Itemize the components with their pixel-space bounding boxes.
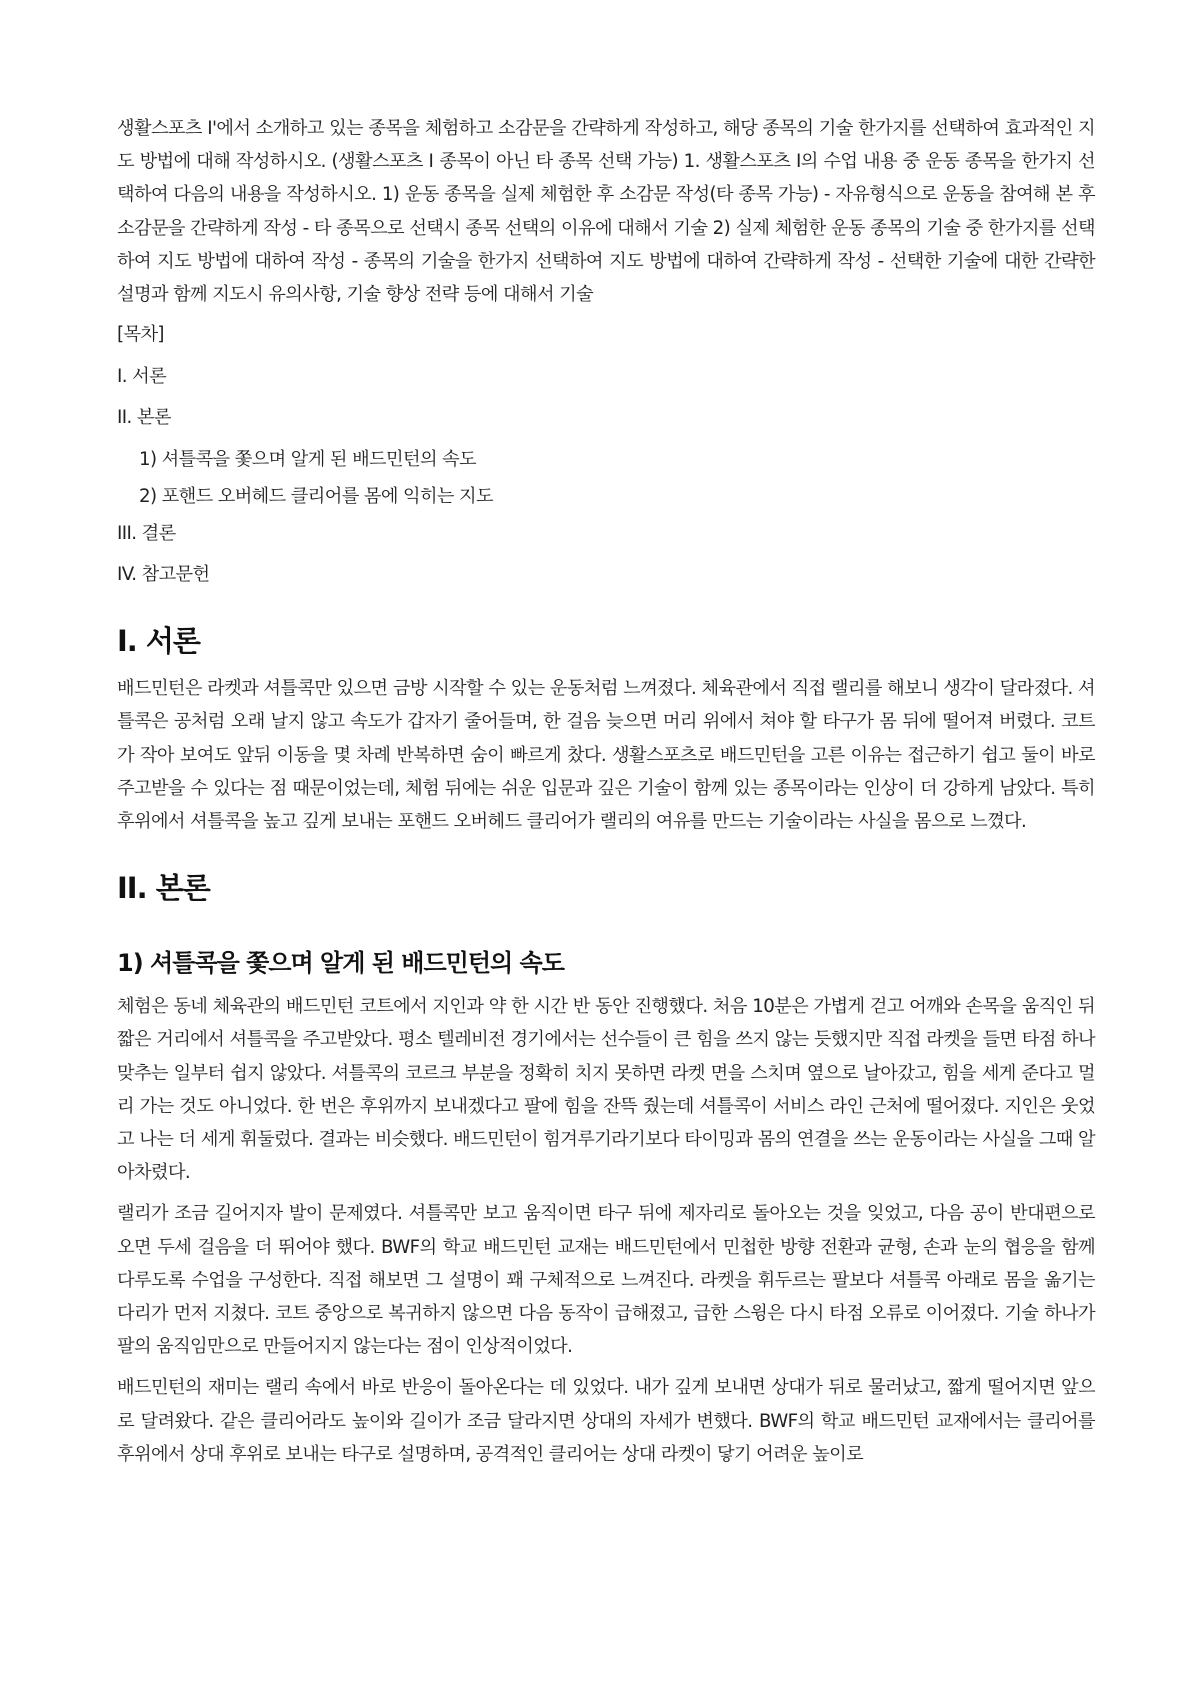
toc-item-body: II. 본론 [117,407,171,429]
body-paragraph-3: 배드민턴의 재미는 랠리 속에서 바로 반응이 돌아온다는 데 있었다. 내가 깊게 보내면 상대가 뒤로 물러났고, 짧게 떨어지면 앞으로 달려왔다. 같은 클리어라도 높이와 길이가 조금 달라지면 상대의 자세가 변했다. BWF의 학교 배드민턴 교재에서는 클리어를 후위에서 상대 후위로 보내는 타구로 설명하며, 공격적인 클리어는 상대 라켓이 닿기 어려운 높이로 [117,1377,1095,1465]
body-heading: II. 본론 [117,871,210,906]
toc-item-body-sub2: 2) 포핸드 오버헤드 클리어를 몸에 익히는 지도 [139,485,493,507]
subsection-heading: 1) 셔틀콕을 쫓으며 알게 된 배드민턴의 속도 [117,949,564,978]
document-page [117,112,1095,1471]
assignment-prompt: 생활스포츠 I'에서 소개하고 있는 종목을 체험하고 소감문을 간략하게 작성하고, 해당 종목의 기술 한가지를 선택하여 효과적인 지도 방법에 대해 작성하시오. (생활스포츠 Ⅰ 종목이 아닌 타 종목 선택 가능) 1. 생활스포츠 I의 수업 내용 중 운동 종목을 한가지 선택하여 다음의 내용을 작성하시오. 1) 운동 종목을 실제 체험한 후 소감문 작성(타 종목 가능) - 자유형식으로 운동을 참여해 본 후 소감문을 간략하게 작성 - 타 종목으로 선택시 종목 선택의 이유에 대해서 기술 2) 실제 체험한 운동 종목의 기술 중 한가지를 선택하여 지도 방법에 대하여 작성 - 종목의 기술을 한가지 선택하여 지도 방법에 대하여 간략하게 작성 - 선택한 기술에 대한 간략한 설명과 함께 지도시 유의사항, 기술 향상 전략 등에 대해서 기술 [117,118,1095,306]
introduction-heading: I. 서론 [117,624,200,659]
table-of-contents [117,318,1095,591]
toc-item-introduction: I. 서론 [117,365,167,387]
toc-title: [목차] [117,324,164,346]
toc-item-references: IV. 참고문헌 [117,564,210,586]
body-paragraph-1: 체험은 동네 체육관의 배드민턴 코트에서 지인과 약 한 시간 반 동안 진행했다. 처음 10분은 가볍게 걷고 어깨와 손목을 움직인 뒤 짧은 거리에서 셔틀콕을 주고받았다. 평소 텔레비전 경기에서는 선수들이 큰 힘을 쓰지 않는 듯했지만 직접 라켓을 들면 타점 하나 맞추는 일부터 쉽지 않았다. 셔틀콕의 코르크 부분을 정확히 치지 못하면 라켓 면을 스치며 옆으로 날아갔고, 힘을 세게 준다고 멀리 가는 것도 아니었다. 한 번은 후위까지 보내겠다고 팔에 힘을 잔뜩 줬는데 셔틀콕이 서비스 라인 근처에 떨어졌다. 지인은 웃었고 나는 더 세게 휘둘렀다. 결과는 비슷했다. 배드민턴이 힘겨루기라기보다 타이밍과 몸의 연결을 쓰는 운동이라는 사실을 그때 알아차렸다. [117,996,1095,1184]
toc-item-body-sub1: 1) 셔틀콕을 쫓으며 알게 된 배드민턴의 속도 [139,448,477,470]
body-paragraph-2: 랠리가 조금 길어지자 발이 문제였다. 셔틀콕만 보고 움직이면 타구 뒤에 제자리로 돌아오는 것을 잊었고, 다음 공이 반대편으로 오면 두세 걸음을 더 뛰어야 했다. BWF의 학교 배드민턴 교재는 배드민턴에서 민첩한 방향 전환과 균형, 손과 눈의 협응을 함께 다루도록 수업을 구성한다. 직접 해보면 그 설명이 꽤 구체적으로 느껴진다. 라켓을 휘두르는 팔보다 셔틀콕 아래로 몸을 옮기는 다리가 먼저 지쳤다. 코트 중앙으로 복귀하지 않으면 다음 동작이 급해졌고, 급한 스윙은 다시 타점 오류로 이어졌다. 기술 하나가 팔의 움직임만으로 만들어지지 않는다는 점이 인상적이었다. [117,1203,1095,1358]
toc-item-conclusion: III. 결론 [117,522,176,544]
introduction-paragraph: 배드민턴은 라켓과 셔틀콕만 있으면 금방 시작할 수 있는 운동처럼 느껴졌다. 체육관에서 직접 랠리를 해보니 생각이 달라졌다. 셔틀콕은 공처럼 오래 날지 않고 속도가 갑자기 줄어들며, 한 걸음 늦으면 머리 위에서 쳐야 할 타구가 몸 뒤에 떨어져 버렸다. 코트가 작아 보여도 앞뒤 이동을 몇 차례 반복하면 숨이 빠르게 찼다. 생활스포츠로 배드민턴을 고른 이유는 접근하기 쉽고 둘이 바로 주고받을 수 있다는 점 때문이었는데, 체험 뒤에는 쉬운 입문과 깊은 기술이 함께 있는 종목이라는 인상이 더 강하게 남았다. 특히 후위에서 셔틀콕을 높고 깊게 보내는 포핸드 오버헤드 클리어가 랠리의 여유를 만드는 기술이라는 사실을 몸으로 느꼈다. [117,678,1095,833]
